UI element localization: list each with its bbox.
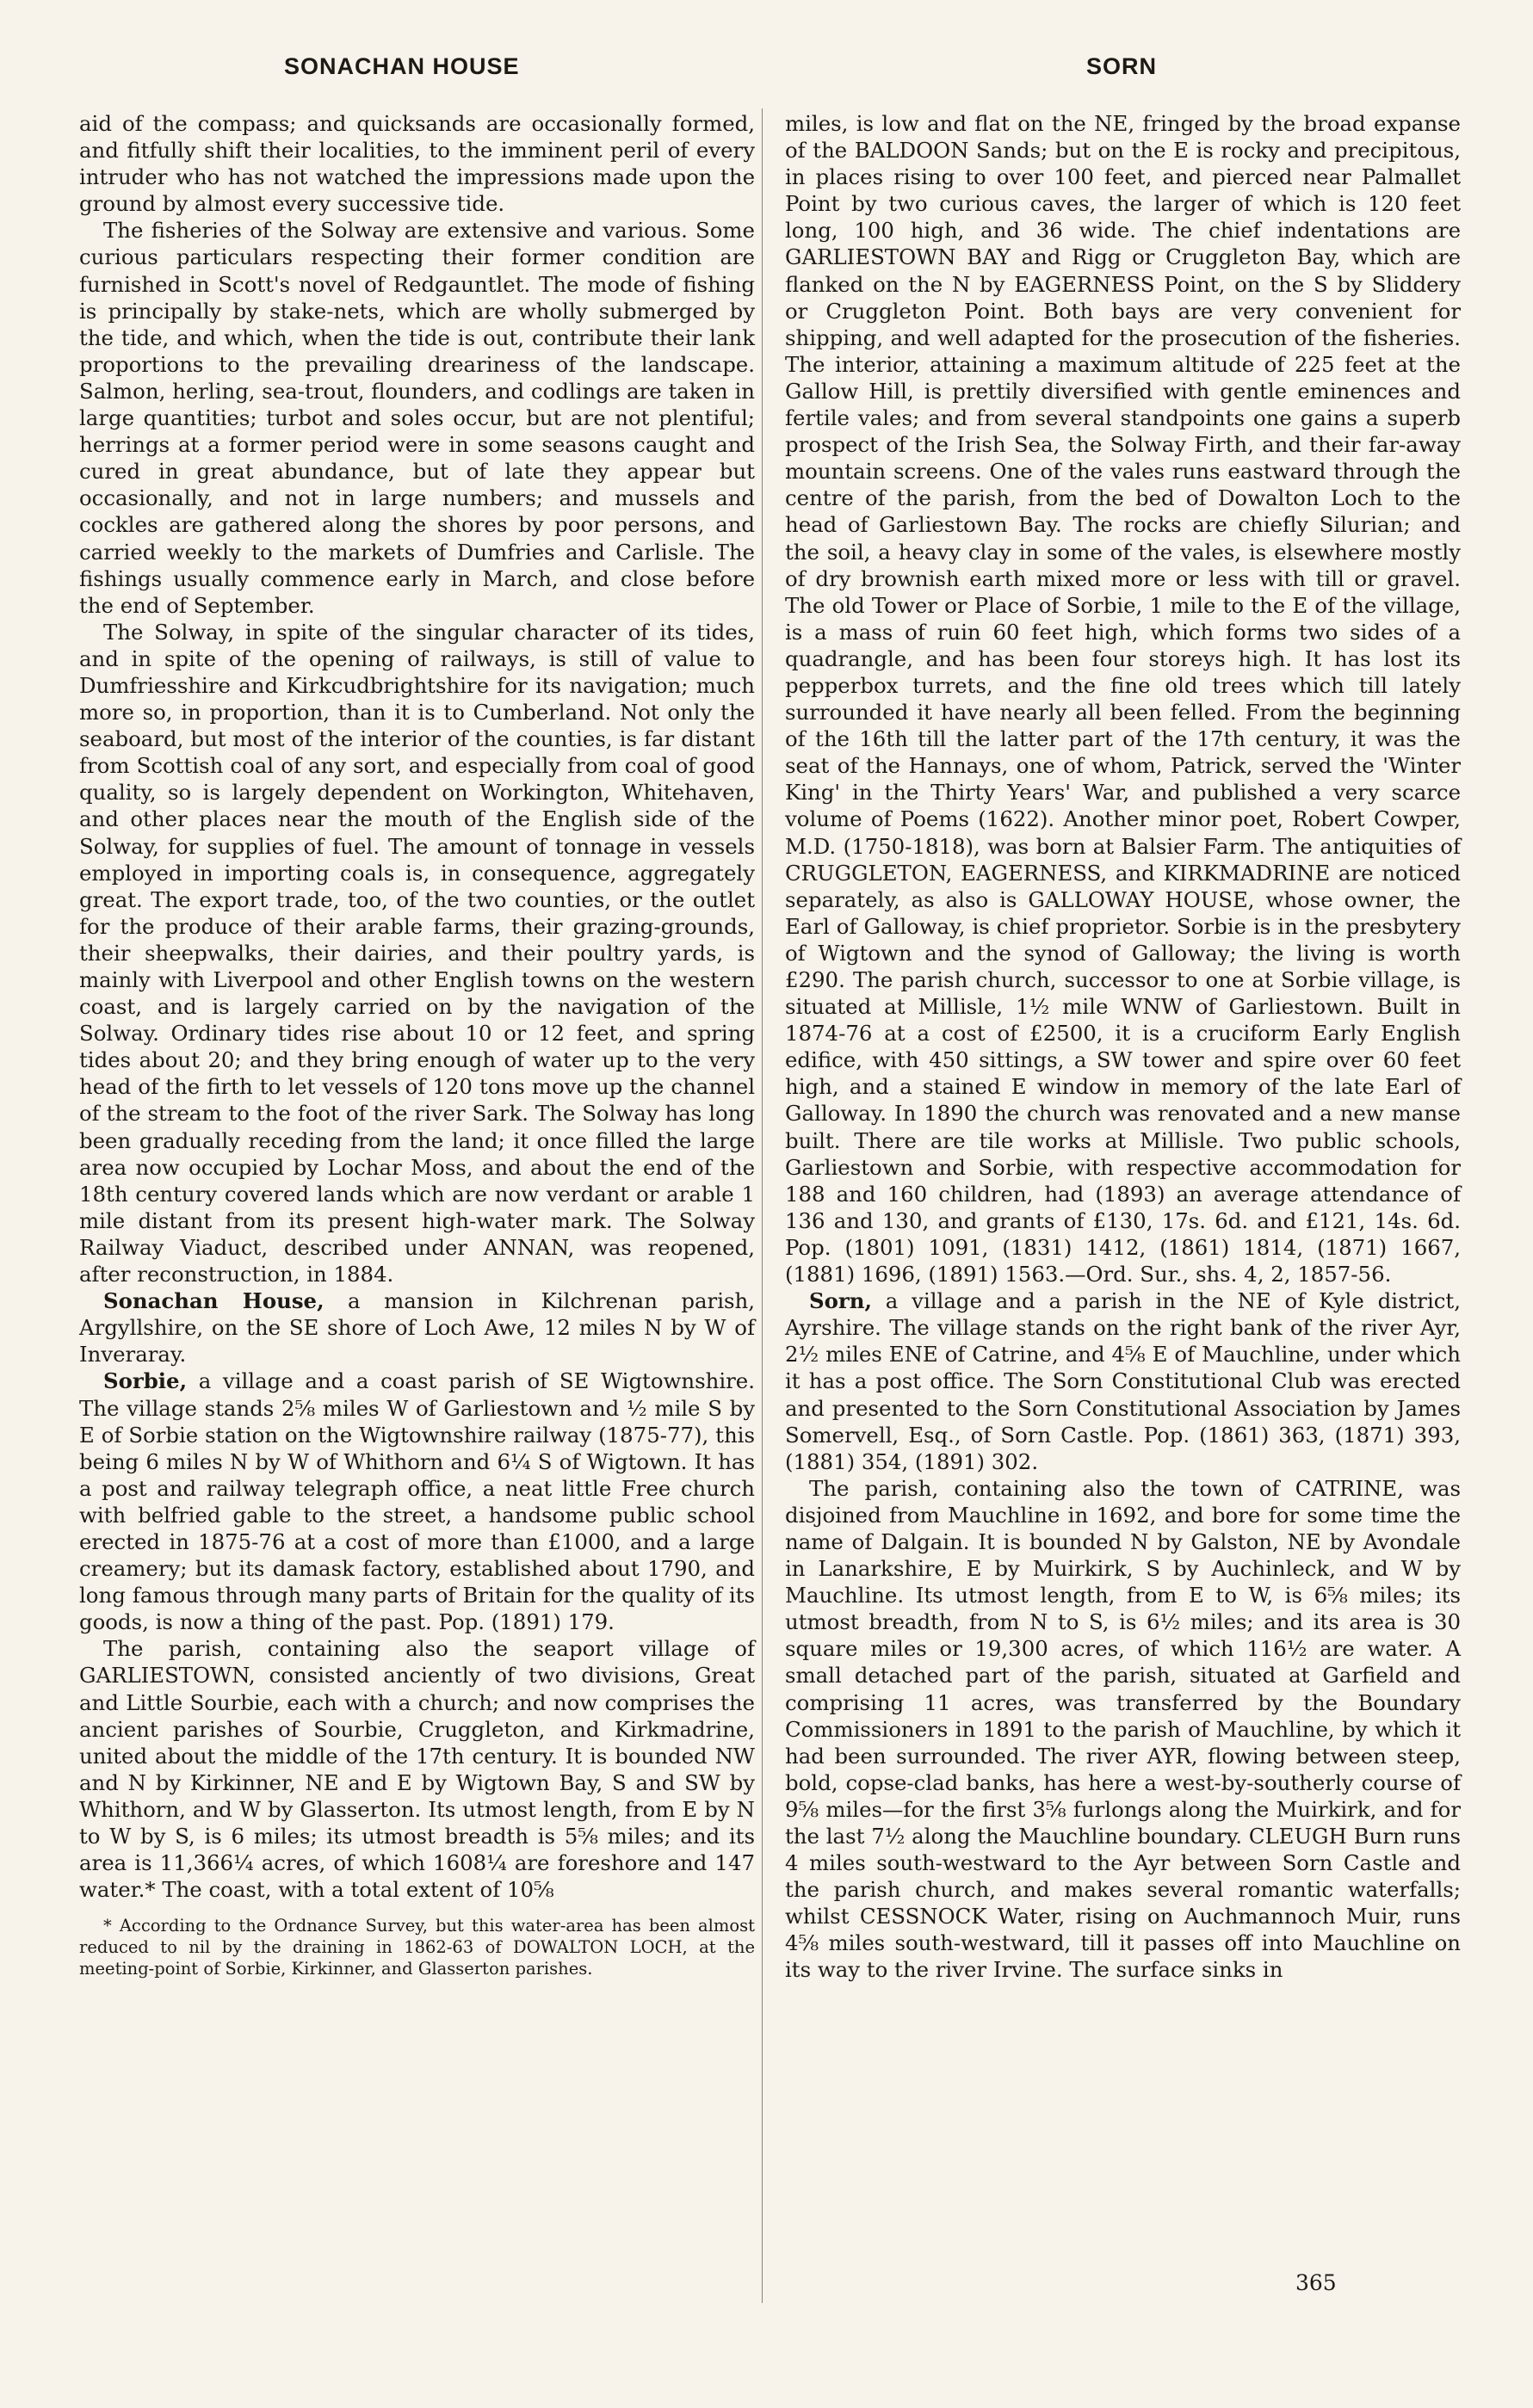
paragraph: The parish, containing also the seaport village of GARLIESTOWN, consisted anciently of two divisions, Great and Little Sourbie, each with a church; and now comprises the ancient parishes of Sourbie, Cruggleton, and Kirkmadrine, united about the middle of the 17th century. It is bounded NW and N by Kirkinner, NE and E by Wigtown Bay, S and SW by Whithorn, and W by Glasserton. Its utmost length, from E by N to W by S, is 6 miles; its utmost breadth is 5⅝ miles; and its area is 11,366¼ acres, of which 1608¼ are foreshore and 147 water.* The coast, with a total extent of 10⅝ xyxy=(79,1636,755,1903)
footnote: * According to the Ordnance Survey, but this water-area has been almost reduced to nil by the draining in 1862-63 of DOWALTON LOCH, at the meeting-point of Sorbie, Kirkinner, and Glasserton parishes. xyxy=(79,1916,755,1979)
entry-text: a mansion in Kilchrenan parish, Argyllshire, on the SE shore of Loch Awe, 12 miles N by W of Inveraray. xyxy=(79,1288,755,1368)
column-divider xyxy=(762,108,763,2303)
left-column xyxy=(79,110,755,1979)
paragraph: The Solway, in spite of the singular character of its tides, and in spite of the opening of railways, is still of value to Dumfriesshire and Kirkcudbrightshire for its navigation; much more so, in proportion, than it is to Cumberland. Not only the seaboard, but most of the interior of the counties, is far distant from Scottish coal of any sort, and especially from coal of good quality, so is largely dependent on Workington, Whitehaven, and other places near the mouth of the English side of the Solway, for supplies of fuel. The amount of tonnage in vessels employed in importing coals is, in consequence, aggregately great. The export trade, too, of the two counties, or the outlet for the produce of their arable farms, their grazing-grounds, their sheepwalks, their dairies, and their poultry yards, is mainly with Liverpool and other English towns on the western coast, and is largely carried on by the navigation of the Solway. Ordinary tides rise about 10 or 12 feet, and spring tides about 20; and they bring enough of water up to the very head of the firth to let vessels of 120 tons move up the channel of the stream to the foot of the river Sark. The Solway has long been gradually receding from the land; it once filled the large area now occupied by Lochar Moss, and about the end of the 18th century covered lands which are now verdant or arable 1 mile distant from its present high-water mark. The Solway Railway Viaduct, described under ANNAN, was reopened, after reconstruction, in 1884. xyxy=(79,619,755,1287)
entry-headword: Sorbie, xyxy=(103,1368,188,1394)
entry-sonachan-house xyxy=(79,1287,755,1368)
paragraph: miles, is low and flat on the NE, fringed by the broad expanse of the BALDOON Sands; but on the E is rocky and precipitous, in places rising to over 100 feet, and pierced near Palmallet Point by two curious caves, the larger of which is 120 feet long, 100 high, and 36 wide. The chief indentations are GARLIESTOWN BAY and Rigg or Cruggleton Bay, which are flanked on the N by EAGERNESS Point, on the S by Sliddery or Cruggleton Point. Both bays are very convenient for shipping, and well adapted for the prosecution of the fisheries. The interior, attaining a maximum altitude of 225 feet at the Gallow Hill, is prettily diversified with gentle eminences and fertile vales; and from several standpoints one gains a superb prospect of the Irish Sea, the Solway Firth, and their far-away mountain screens. One of the vales runs eastward through the centre of the parish, from the bed of Dowalton Loch to the head of Garliestown Bay. The rocks are chiefly Silurian; and the soil, a heavy clay in some of the vales, is elsewhere mostly of dry brownish earth mixed more or less with till or gravel. The old Tower or Place of Sorbie, 1 mile to the E of the village, is a mass of ruin 60 feet high, which forms two sides of a quadrangle, and has been four storeys high. It has lost its pepperbox turrets, and the fine old trees which till lately surrounded it have nearly all been felled. From the beginning of the 16th till the latter part of the 17th century, it was the seat of the Hannays, one of whom, Patrick, served the 'Winter King' in the Thirty Years' War, and published a very scarce volume of Poems (1622). Another minor poet, Robert Cowper, M.D. (1750-1818), was born at Balsier Farm. The antiquities of CRUGGLETON, EAGERNESS, and KIRKMADRINE are noticed separately, as also is GALLOWAY HOUSE, whose owner, the Earl of Galloway, is chief proprietor. Sorbie is in the presbytery of Wigtown and the synod of Galloway; the living is worth £290. The parish church, successor to one at Sorbie village, is situated at Millisle, 1½ mile WNW of Garliestown. Built in 1874-76 at a cost of £2500, it is a cruciform Early English edifice, with 450 sittings, a SW tower and spire over 60 feet high, and a stained E window in memory of the late Earl of Galloway. In 1890 the church was renovated and a new manse built. There are tile works at Millisle. Two public schools, Garliestown and Sorbie, with respective accommodation for 188 and 160 children, had (1893) an average attendance of 136 and 130, and grants of £130, 17s. 6d. and £121, 14s. 6d. Pop. (1801) 1091, (1831) 1412, (1861) 1814, (1871) 1667, (1881) 1696, (1891) 1563.—Ord. Sur., shs. 4, 2, 1857-56. xyxy=(785,111,1461,1287)
running-head-left: SONACHAN HOUSE xyxy=(284,53,520,79)
page-number: 365 xyxy=(1295,2270,1337,2295)
paragraph: aid of the compass; and quicksands are occasionally formed, and fitfully shift their localities, to the imminent peril of every intruder who has not watched the impressions made upon the ground by almost every successive tide. xyxy=(79,111,755,217)
entry-headword: Sorn, xyxy=(809,1288,872,1314)
entry-headword: Sonachan House, xyxy=(103,1288,325,1314)
right-column xyxy=(785,110,1461,1984)
paragraph: The parish, containing also the town of CATRINE, was disjoined from Mauchline in 1692, and bore for some time the name of Dalgain. It is bounded N by Galston, NE by Avondale in Lanarkshire, E by Muirkirk, S by Auchinleck, and W by Mauchline. Its utmost length, from E to W, is 6⅝ miles; its utmost breadth, from N to S, is 6½ miles; and its area is 30 square miles or 19,300 acres, of which 116½ are water. A small detached part of the parish, situated at Garfield and comprising 11 acres, was transferred by the Boundary Commissioners in 1891 to the parish of Mauchline, by which it had been surrounded. The river AYR, flowing between steep, bold, copse-clad banks, has here a west-by-southerly course of 9⅝ miles—for the first 3⅝ furlongs along the Muirkirk, and for the last 7½ along the Mauchline boundary. CLEUGH Burn runs 4 miles south-westward to the Ayr between Sorn Castle and the parish church, and makes several romantic waterfalls; whilst CESSNOCK Water, rising on Auchmannoch Muir, runs 4⅝ miles south-westward, till it passes off into Mauchline on its way to the river Irvine. The surface sinks in xyxy=(785,1475,1461,1983)
entry-text: a village and a coast parish of SE Wigtownshire. The village stands 2⅝ miles W of Garliestown and ½ mile S by E of Sorbie station on the Wigtownshire railway (1875-77), this being 6 miles N by W of Whithorn and 6¼ S of Wigtown. It has a post and railway telegraph office, a neat little Free church with belfried gable to the street, a handsome public school erected in 1875-76 at a cost of more than £1000, and a large creamery; but its damask factory, established about 1790, and long famous through many parts of Britain for the quality of its goods, is now a thing of the past. Pop. (1891) 179. xyxy=(79,1368,755,1635)
paragraph: The fisheries of the Solway are extensive and various. Some curious particulars respecting their former condition are furnished in Scott's novel of Redgauntlet. The mode of fishing is principally by stake-nets, which are wholly submerged by the tide, and which, when the tide is out, contribute their lank proportions to the prevailing dreariness of the landscape. Salmon, herling, sea-trout, flounders, and codlings are taken in large quantities; turbot and soles occur, but are not plentiful; herrings at a former period were in some seasons caught and cured in great abundance, but of late they appear but occasionally, and not in large numbers; and mussels and cockles are gathered along the shores by poor persons, and carried weekly to the markets of Dumfries and Carlisle. The fishings usually commence early in March, and close before the end of September. xyxy=(79,218,755,618)
entry-sorbie xyxy=(79,1368,755,1635)
entry-text: a village and a parish in the NE of Kyle district, Ayrshire. The village stands on the right bank of the river Ayr, 2½ miles ENE of Catrine, and 4⅝ E of Mauchline, under which it has a post office. The Sorn Constitutional Club was erected and presented to the Sorn Constitutional Association by James Somervell, Esq., of Sorn Castle. Pop. (1861) 363, (1871) 393, (1881) 354, (1891) 302. xyxy=(785,1288,1461,1474)
running-head-right: SORN xyxy=(1086,53,1158,79)
entry-sorn xyxy=(785,1287,1461,1475)
